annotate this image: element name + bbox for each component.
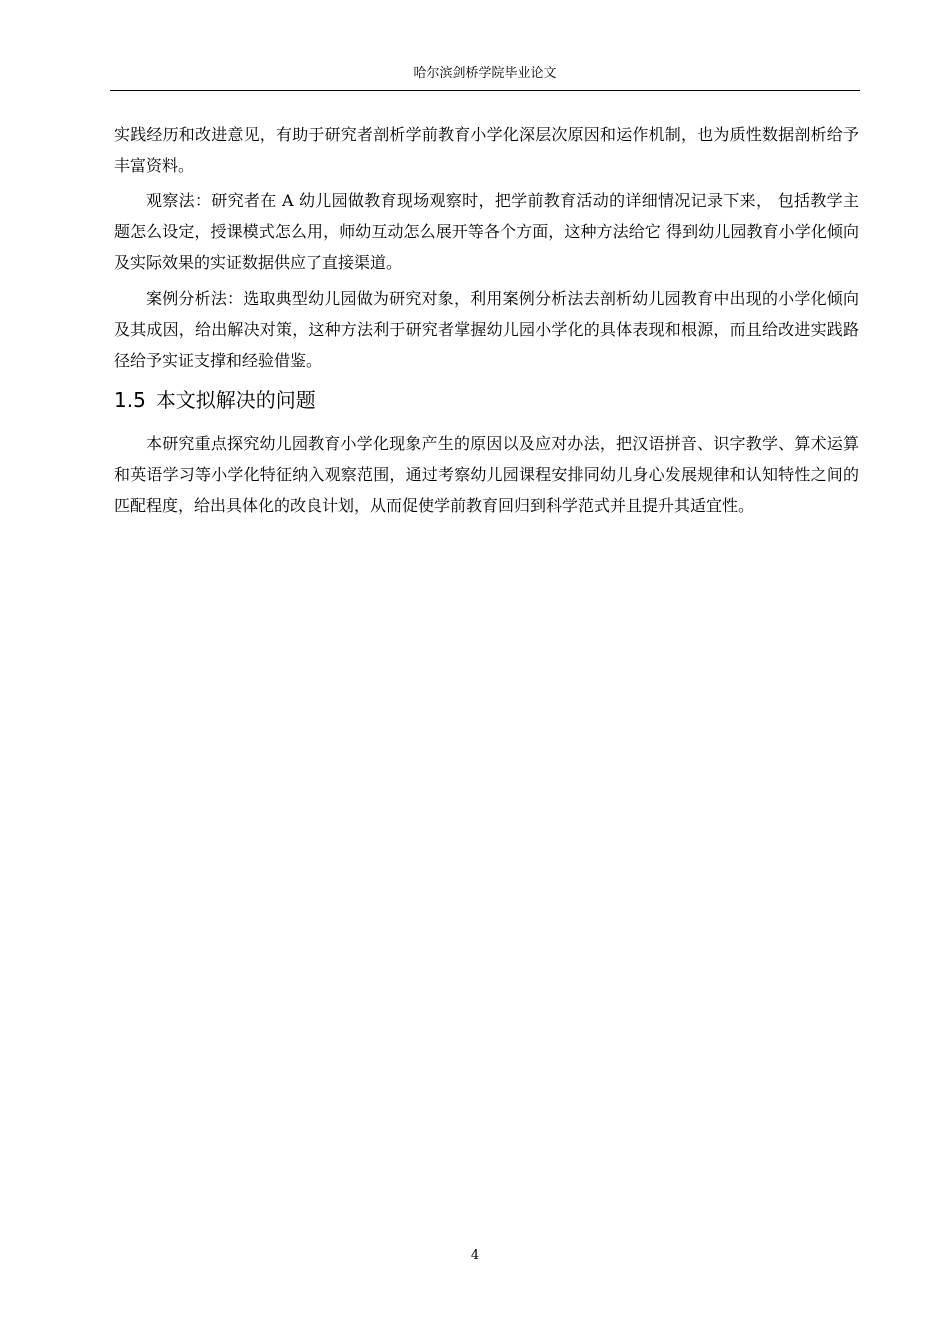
page-header	[110, 64, 860, 91]
page-number: 4	[470, 1248, 480, 1263]
section-number: 1.5	[114, 388, 146, 412]
body-paragraph-continuation: 实践经历和改进意见，有助于研究者剖析学前教育小学化深层次原因和运作机制，也为质性数据剖析给予丰富资料。	[114, 125, 859, 175]
body-paragraph-case-analysis-method: 案例分析法：选取典型幼儿园做为研究对象，利用案例分析法去剖析幼儿园教育中出现的小学化倾向及其成因，给出解决对策，这种方法利于研究者掌握幼儿园小学化的具体表现和根源，而且给改进实践路径给予实证支撑和经验借鉴。	[114, 289, 859, 370]
header-title: 哈尔滨剑桥学院毕业论文	[413, 66, 557, 81]
section-title: 本文拟解决的问题	[155, 388, 316, 412]
section-heading	[114, 385, 316, 415]
body-paragraph-observation-method: 观察法：研究者在 A 幼儿园做教育现场观察时，把学前教育活动的详细情况记录下来， 包括教学主题怎么设定，授课模式怎么用，师幼互动怎么展开等各个方面，这种方法给它 得到幼儿园教育小学化倾向及实际效果的实证数据供应了直接渠道。	[114, 191, 859, 272]
body-paragraph-research-focus: 本研究重点探究幼儿园教育小学化现象产生的原因以及应对办法，把汉语拼音、识字教学、算术运算和英语学习等小学化特征纳入观察范围，通过考察幼儿园课程安排同幼儿身心发展规律和认知特性之间的匹配程度，给出具体化的改良计划，从而促使学前教育回归到科学范式并且提升其适宜性。	[114, 434, 859, 515]
